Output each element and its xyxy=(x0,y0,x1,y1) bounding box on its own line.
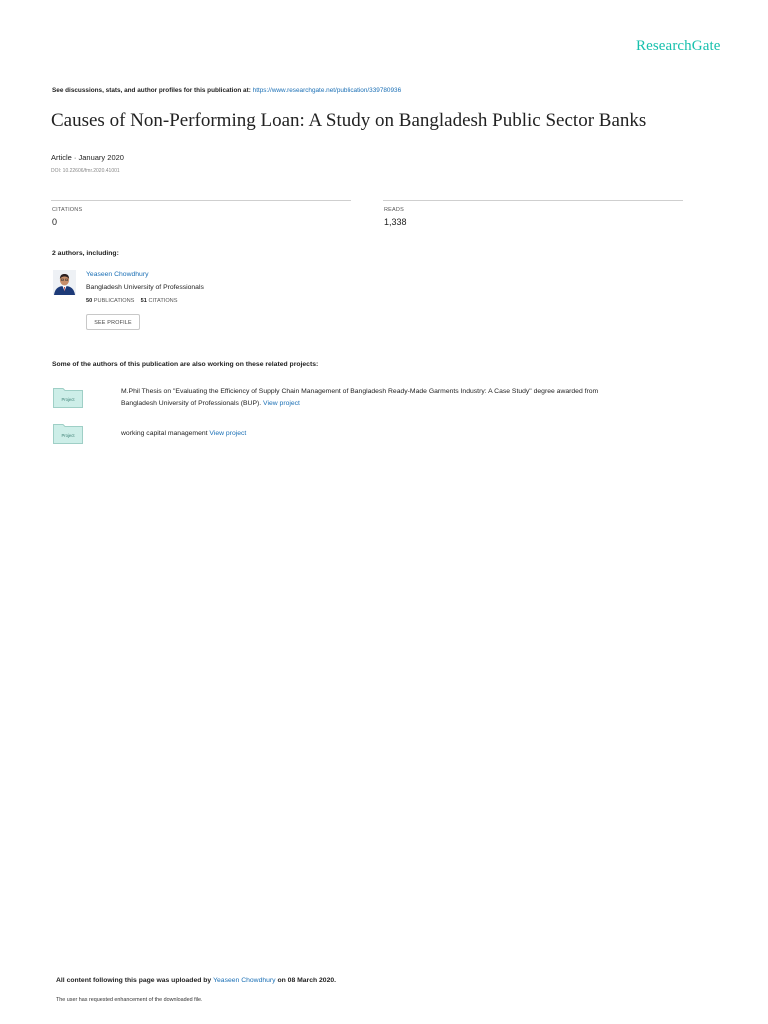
project-1-description xyxy=(121,386,598,410)
author-citations-count: 51 xyxy=(140,298,147,304)
see-discussions-text: See discussions, stats, and author profiles for this publication at: xyxy=(52,87,253,94)
author-avatar[interactable] xyxy=(53,270,76,295)
project-1-line1: M.Phil Thesis on "Evaluating the Efficiency of Supply Chain Management of Bangladesh Ready-Made Garments Industry: A Case Study" degree awarded from xyxy=(121,388,599,395)
project-icon-label: Project xyxy=(61,433,75,438)
author-name-link[interactable]: Yeaseen Chowdhury xyxy=(86,271,149,278)
author-institution: Bangladesh University of Professionals xyxy=(86,284,204,291)
citations-divider xyxy=(51,200,351,201)
reads-divider xyxy=(383,200,683,201)
project-1-line2 xyxy=(121,398,598,410)
project-1-view-link[interactable]: View project xyxy=(263,400,300,407)
doi-text[interactable]: DOI: 10.22606/fmr.2020.41001 xyxy=(51,168,120,174)
reads-label: READS xyxy=(384,207,404,213)
citations-value: 0 xyxy=(52,217,58,227)
author-stats xyxy=(86,298,177,304)
see-discussions-line xyxy=(52,87,401,94)
person-photo-icon xyxy=(53,270,76,295)
authors-heading: 2 authors, including: xyxy=(52,250,119,257)
publication-url-link[interactable]: https://www.researchgate.net/publication/339780936 xyxy=(252,87,402,94)
project-folder-icon[interactable] xyxy=(53,386,83,408)
project-folder-icon[interactable] xyxy=(53,422,83,444)
upload-prefix: All content following this page was uploaded by xyxy=(56,977,214,984)
project-2-description xyxy=(121,428,246,440)
project-2-line1: working capital management xyxy=(121,430,210,437)
upload-suffix: on 08 March 2020. xyxy=(275,977,337,984)
reads-value: 1,338 xyxy=(384,217,407,227)
upload-notice xyxy=(56,977,336,984)
see-profile-button[interactable]: SEE PROFILE xyxy=(86,314,140,330)
project-icon-label: Project xyxy=(61,397,75,402)
uploader-link[interactable]: Yeaseen Chowdhury xyxy=(213,977,276,984)
author-citations-label: CITATIONS xyxy=(148,298,178,304)
publication-title: Causes of Non-Performing Loan: A Study on Bangladesh Public Sector Banks xyxy=(51,110,647,131)
project-1-line2-text: Bangladesh University of Professionals (BUP). xyxy=(121,400,264,407)
publications-label: PUBLICATIONS xyxy=(93,298,135,304)
article-meta: Article · January 2020 xyxy=(51,153,124,162)
researchgate-logo[interactable]: ResearchGate xyxy=(636,38,721,54)
project-2-view-link[interactable]: View project xyxy=(209,430,247,437)
citations-label: CITATIONS xyxy=(52,207,83,213)
enhancement-note: The user has requested enhancement of the downloaded file. xyxy=(56,997,203,1003)
publications-count: 50 xyxy=(86,298,93,304)
related-projects-heading: Some of the authors of this publication are also working on these related projects: xyxy=(52,361,319,368)
